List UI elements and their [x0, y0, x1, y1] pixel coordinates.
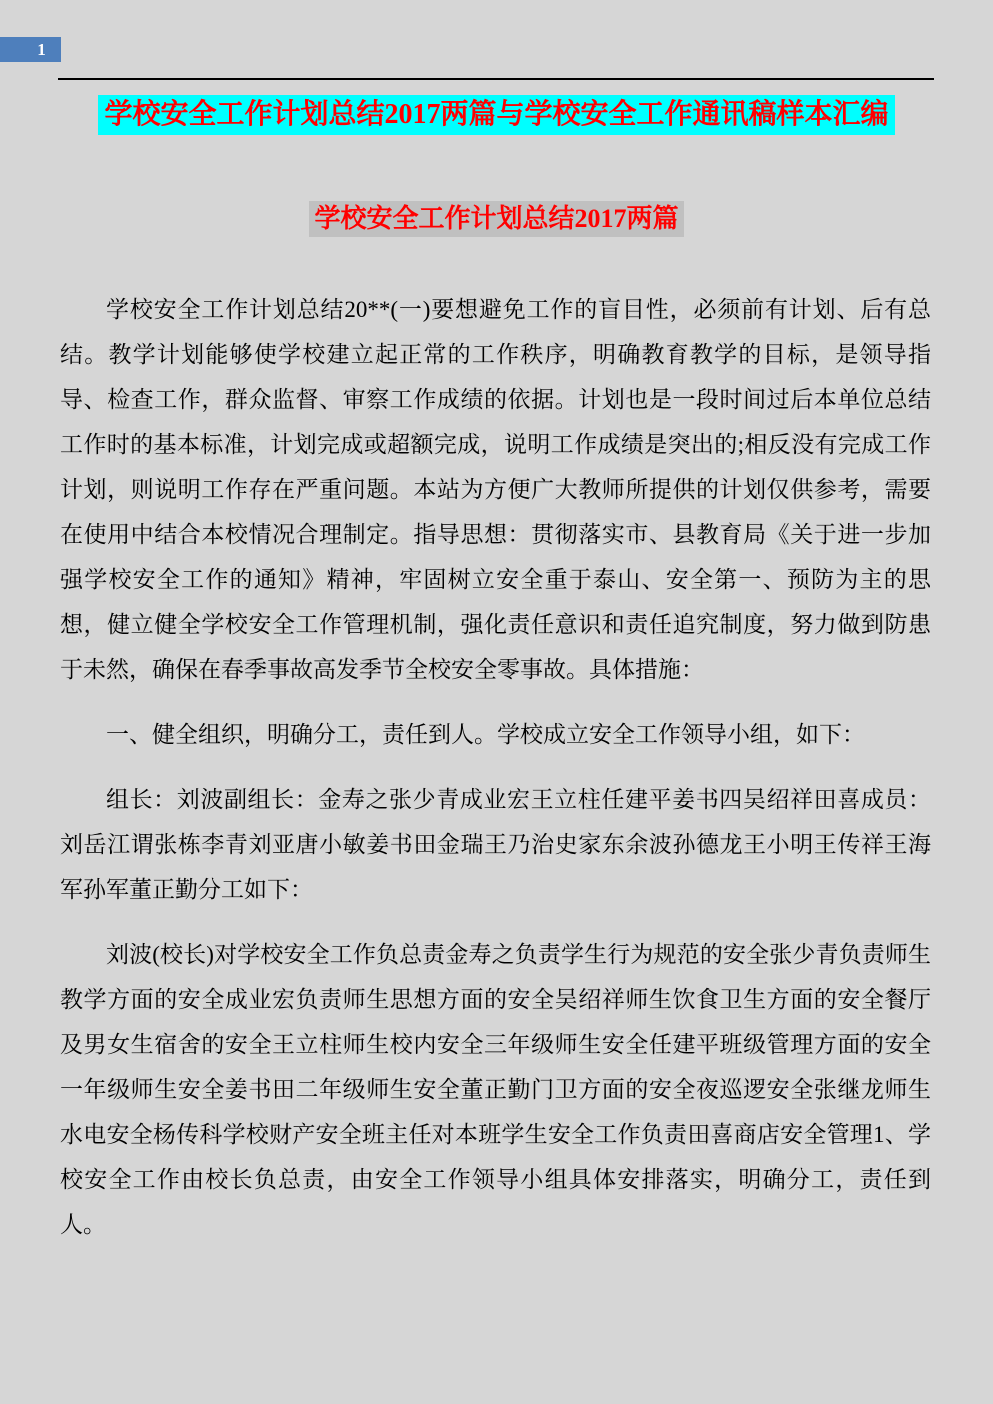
page-number-badge: 1 [0, 37, 61, 62]
paragraph-responsibilities: 刘波(校长)对学校安全工作负总责金寿之负责学生行为规范的安全张少青负责师生教学方面的安全成业宏负责师生思想方面的安全吴绍祥师生饮食卫生方面的安全餐厅及男女生宿舍的安全王立柱师生校内安全三年级师生安全任建平班级管理方面的安全一年级师生安全姜书田二年级师生安全董正勤门卫方面的安全夜巡逻安全张继龙师生水电安全杨传科学校财产安全班主任对本班学生安全工作负责田喜商店安全管理1、学校安全工作由校长负总责，由安全工作领导小组具体安排落实，明确分工，责任到人。 [60, 942, 931, 1238]
section-title-row [0, 201, 993, 238]
section-title: 学校安全工作计划总结2017两篇 [309, 201, 683, 238]
main-title-row [0, 95, 993, 135]
paragraph-intro: 学校安全工作计划总结20**(一)要想避免工作的盲目性，必须前有计划、后有总结。教学计划能够使学校建立起正常的工作秩序，明确教育教学的目标，是领导指导、检查工作，群众监督、审察工作成绩的依据。计划也是一段时间过后本单位总结工作时的基本标准，计划完成或超额完成，说明工作成绩是突出的;相反没有完成工作计划，则说明工作存在严重问题。本站为方便广大教师所提供的计划仅供参考，需要在使用中结合本校情况合理制定。指导思想：贯彻落实市、县教育局《关于进一步加强学校安全工作的通知》精神，牢固树立安全重于泰山、安全第一、预防为主的思想，健立健全学校安全工作管理机制，强化责任意识和责任追究制度，努力做到防患于未然，确保在春季事故高发季节全校安全零事故。具体措施： [60, 297, 931, 683]
header-divider [58, 78, 934, 80]
paragraph-leader-group: 组长：刘波副组长：金寿之张少青成业宏王立柱任建平姜书四吴绍祥田喜成员：刘岳江谓张栋李青刘亚唐小敏姜书田金瑞王乃治史家东余波孙德龙王小明王传祥王海军孙军董正勤分工如下： [60, 787, 931, 903]
paragraph-section-one-heading: 一、健全组织，明确分工，责任到人。学校成立安全工作领导小组，如下： [106, 722, 865, 748]
body-text [60, 287, 931, 1247]
main-title: 学校安全工作计划总结2017两篇与学校安全工作通讯稿样本汇编 [98, 95, 894, 135]
